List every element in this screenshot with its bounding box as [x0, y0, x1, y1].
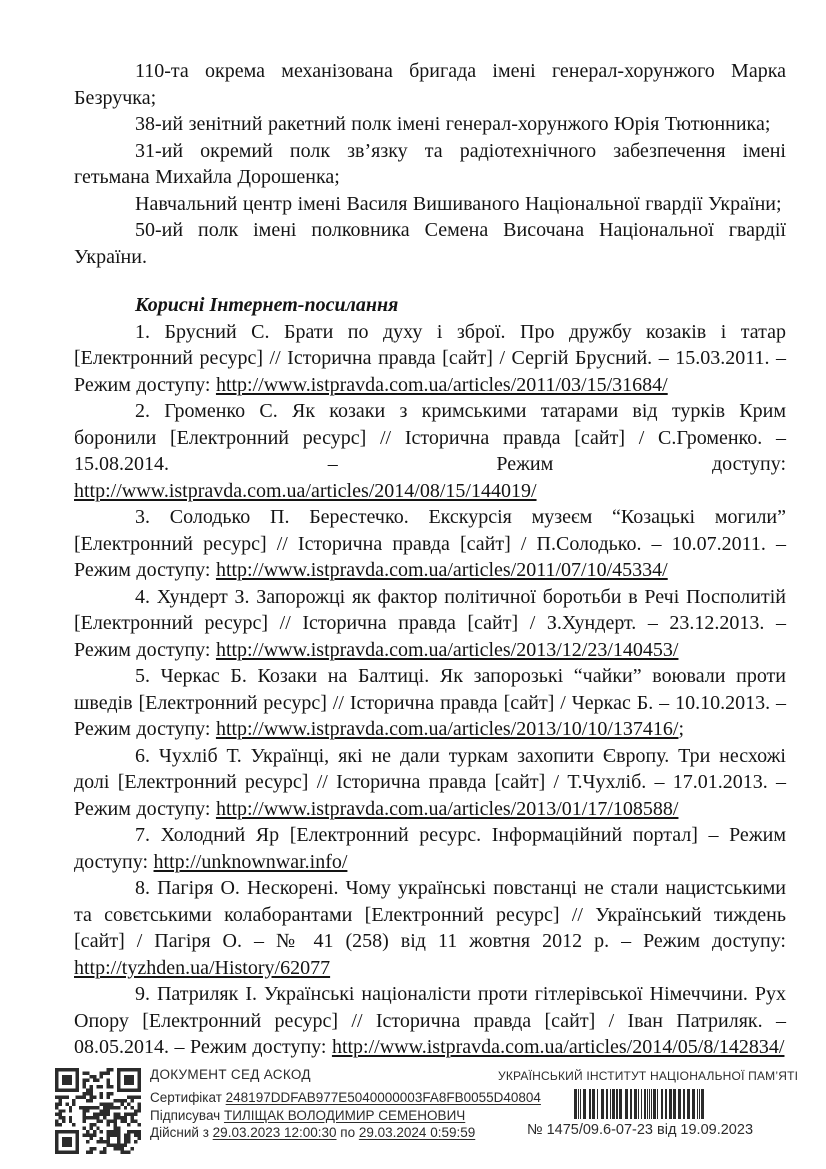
signer-line — [150, 1107, 541, 1125]
intro-paragraph: 50-ий полк імені полковника Семена Височана Національної гвардії України. — [74, 219, 786, 268]
intro-paragraph: 110-та окрема механізована бригада імені генерал-хорунжого Марка Безручка; — [74, 60, 786, 109]
reference-url-link[interactable]: http://unknownwar.info/ — [153, 850, 348, 873]
registration-number: № 1475/09.6-07-23 від 19.09.2023 — [526, 1122, 754, 1138]
section-heading: Корисні Інтернет-посилання — [135, 294, 399, 316]
signer-value: ТИЛІЩАК ВОЛОДИМИР СЕМЕНОВИЧ — [223, 1107, 466, 1123]
reference-item — [74, 398, 786, 504]
reference-url-link[interactable]: http://www.istpravda.com.ua/articles/2014/05/8/142834/ — [331, 1036, 785, 1058]
valid-to-value: 29.03.2024 0:59:59 — [358, 1125, 476, 1140]
certificate-value: 248197DDFAB977E5040000003FA8FB0055D40804 — [225, 1090, 541, 1105]
document-body — [74, 58, 786, 1061]
reference-item — [74, 504, 786, 584]
reference-text: 6. Чухліб Т. Українці, які не дали туркам захопити Європу. Три несхожі долі [Електронний ресурс] // Історична правда [сайт] / Т.Чухліб. – 17.01.2013. – Режим доступу: — [74, 744, 786, 820]
reference-item — [74, 822, 786, 875]
reference-suffix: ; — [678, 718, 685, 740]
reference-item — [74, 663, 786, 743]
reference-text: 2. Громенко С. Як козаки з кримськими татарами від турків Крим боронили [Електронний ресурс] // Історична правда [сайт] / С.Громенко. – 15.08.2014. – Режим доступу: — [74, 400, 786, 475]
reference-text: 7. Холодний Яр [Електронний ресурс. Інформаційний портал] – Режим доступу: — [74, 824, 786, 873]
certificate-line — [150, 1089, 541, 1107]
signer-label: Підписувач — [150, 1107, 224, 1123]
reference-item — [74, 584, 786, 664]
reference-url-link[interactable]: http://www.istpravda.com.ua/articles/2013/01/17/108588/ — [215, 797, 679, 820]
barcode-icon — [574, 1089, 706, 1119]
reference-url-link[interactable]: http://www.istpravda.com.ua/articles/2011/03/15/31684/ — [215, 373, 668, 396]
reference-url-link[interactable]: http://www.istpravda.com.ua/articles/2013/10/10/137416/ — [215, 718, 679, 740]
reference-url-link[interactable]: http://www.istpravda.com.ua/articles/2013/12/23/140453/ — [215, 638, 679, 661]
reference-url-link[interactable]: http://www.istpravda.com.ua/articles/2014/08/15/144019/ — [74, 479, 537, 502]
reference-item — [74, 981, 786, 1061]
reference-item — [74, 875, 786, 981]
reference-text: 5. Черкас Б. Козаки на Балтиці. Як запорозькі “чайки” воювали проти шведів [Електронний ресурс] // Історична правда [сайт] / Черкас Б. – 10.10.2013. – Режим доступу: — [74, 665, 786, 740]
reference-item — [74, 319, 786, 399]
registration-block — [498, 1069, 799, 1138]
reference-item — [74, 743, 786, 823]
certificate-label: Сертифікат — [150, 1090, 226, 1105]
reference-text: 4. Хундерт З. Запорожці як фактор політичної боротьби в Речі Посполитій [Електронний ресурс] // Історична правда [сайт] / З.Хундерт. – 23.12.2013. – Режим доступу: — [74, 585, 786, 661]
signature-footer — [0, 1055, 826, 1165]
organization-name: УКРАЇНСЬКИЙ ІНСТИТУТ НАЦІОНАЛЬНОЇ ПАМ’ЯТІ — [498, 1069, 799, 1083]
reference-text: 8. Пагіря О. Нескорені. Чому українські повстанці не стали нацистськими та совєтськими колаборантами [Електронний ресурс] // Український тиждень [сайт] / Пагіря О. – № 41 (258) від 11 жовтня 2012 р. – Режим доступу: — [74, 877, 786, 952]
validity-line — [150, 1124, 541, 1142]
reference-url-link[interactable]: http://www.istpravda.com.ua/articles/2011/07/10/45334/ — [215, 559, 668, 581]
intro-paragraph: Навчальний центр імені Василя Вишиваного Національної гвардії України; — [135, 192, 782, 215]
signature-block — [150, 1067, 541, 1142]
reference-url-link[interactable]: http://tyzhden.ua/History/62077 — [74, 956, 331, 979]
intro-paragraph: 38-ий зенітний ракетний полк імені генерал-хорунжого Юрія Тютюнника; — [135, 113, 771, 135]
intro-paragraph: 31-ий окремий полк зв’язку та радіотехнічного забезпечення імені гетьмана Михайла Дорошенка; — [74, 139, 786, 188]
reference-text: 1. Брусний С. Брати по духу і зброї. Про дружбу козаків і татар [Електронний ресурс] // Історична правда [сайт] / Сергій Брусний. – 15.03.2011. – Режим доступу: — [74, 320, 786, 396]
valid-from-value: 29.03.2023 12:00:30 — [212, 1125, 337, 1140]
valid-from-label: Дійсний з — [150, 1125, 213, 1140]
qr-code-icon — [55, 1068, 141, 1154]
reference-text: 3. Солодько П. Берестечко. Екскурсія музеєм “Козацькі могили” [Електронний ресурс] // Історична правда [сайт] / П.Солодько. – 10.07.2011. – Режим доступу: — [74, 506, 786, 581]
valid-to-label: по — [336, 1125, 359, 1140]
doc-system-label: ДОКУМЕНТ СЕД АСКОД — [150, 1067, 311, 1082]
reference-text: 9. Патриляк І. Українські націоналісти проти гітлерівської Німеччини. Рух Опору [Електронний ресурс] // Історична правда [сайт] / Іван Патриляк. – 08.05.2014. – Режим доступу: — [74, 983, 786, 1058]
